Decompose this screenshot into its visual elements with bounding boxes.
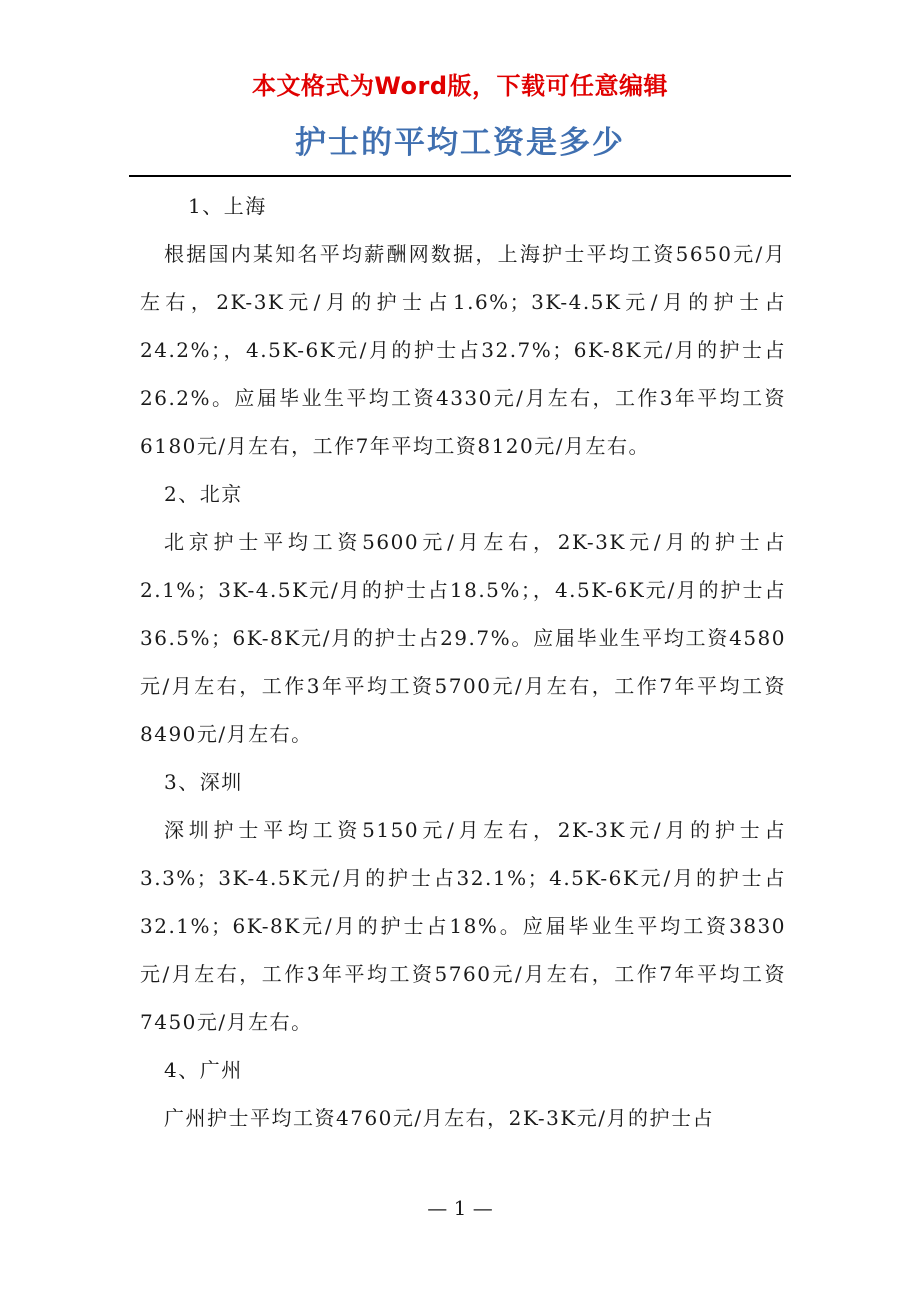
section-text-guangzhou: 广州护士平均工资4760元/月左右，2K-3K元/月的护士占 bbox=[164, 1106, 715, 1130]
section-heading-beijing: 2、北京 bbox=[164, 482, 243, 506]
section-heading-shenzhen: 3、深圳 bbox=[164, 770, 243, 794]
page-title: 护士的平均工资是多少 bbox=[295, 125, 625, 161]
page-number: — 1 — bbox=[427, 1196, 493, 1220]
section-text-shenzhen: 深圳护士平均工资5150元/月左右，2K-3K元/月的护士占3.3%；3K-4.5K元/月的护士占32.1%；4.5K-6K元/月的护士占32.1%；6K-8K元/月的护士占18%。应届毕业生平均工资3830元/月左右，工作3年平均工资5760元/月左右，工作7年平均工资7450元/月左右。 bbox=[140, 818, 786, 1034]
section-text-shanghai: 根据国内某知名平均薪酬网数据，上海护士平均工资5650元/月左右，2K-3K元/月的护士占1.6%；3K-4.5K元/月的护士占24.2%；，4.5K-6K元/月的护士占32.7%；6K-8K元/月的护士占26.2%。应届毕业生平均工资4330元/月左右，工作3年平均工资6180元/月左右，工作7年平均工资8120元/月左右。 bbox=[140, 242, 786, 458]
format-banner: 本文格式为Word版，下载可任意编辑 bbox=[251, 72, 669, 100]
section-heading-guangzhou: 4、广州 bbox=[164, 1058, 243, 1082]
title-divider bbox=[129, 175, 791, 177]
section-text-beijing: 北京护士平均工资5600元/月左右，2K-3K元/月的护士占2.1%；3K-4.5K元/月的护士占18.5%；，4.5K-6K元/月的护士占36.5%；6K-8K元/月的护士占29.7%。应届毕业生平均工资4580元/月左右，工作3年平均工资5700元/月左右，工作7年平均工资8490元/月左右。 bbox=[140, 530, 786, 746]
document-body bbox=[140, 182, 786, 1142]
section-heading-shanghai: 1、上海 bbox=[188, 194, 267, 218]
